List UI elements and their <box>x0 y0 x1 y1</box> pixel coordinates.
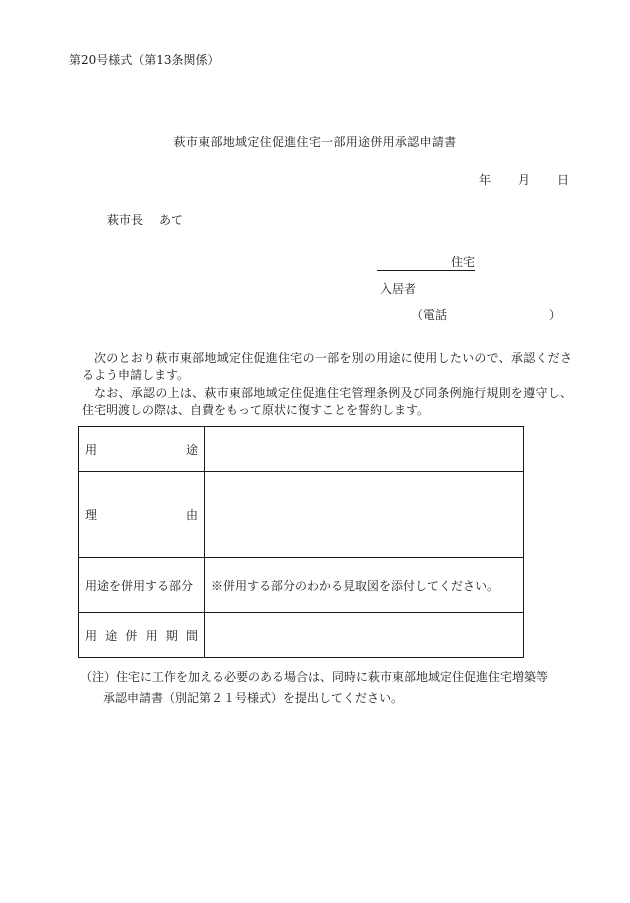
usage-label: 用 途 <box>79 427 205 472</box>
shared-area-label: 用途を併用する部分 <box>79 558 205 613</box>
usage-value-cell[interactable] <box>205 427 524 472</box>
request-paragraph: 次のとおり萩市東部地域定住促進住宅の一部を別の用途に使用したいので、承認くださるよう申請します。 <box>82 351 572 382</box>
table-row-usage <box>79 427 524 472</box>
table-row-reason <box>79 472 524 558</box>
shared-area-value-cell[interactable]: ※併用する部分のわかる見取図を添付してください。 <box>205 558 524 613</box>
application-details-table <box>78 426 524 658</box>
year-label: 年 <box>479 173 492 187</box>
reason-value-cell[interactable] <box>205 472 524 558</box>
day-label: 日 <box>557 173 570 187</box>
table-row-period <box>79 613 524 658</box>
month-label: 月 <box>518 173 531 187</box>
addressee-name: 萩市長 <box>107 213 144 227</box>
date-line <box>479 172 569 188</box>
phone-field-close: ） <box>549 308 562 322</box>
note-line-2: 承認申請書（別記第２１号様式）を提出してください。 <box>103 691 404 705</box>
period-label: 用 途 併 用 期 間 <box>79 613 205 658</box>
housing-label: 住宅 <box>450 255 475 269</box>
resident-label: 入居者 <box>380 282 417 296</box>
reason-label: 理 由 <box>79 472 205 558</box>
addressee-suffix: あて <box>159 213 184 227</box>
housing-field[interactable] <box>377 254 475 271</box>
form-number: 第20号様式（第13条関係） <box>69 53 220 67</box>
note-line-1: （注）住宅に工作を加える必要のある場合は、同時に萩市東部地域定住促進住宅増築等 <box>80 670 549 684</box>
period-value-cell[interactable] <box>205 613 524 658</box>
table-row-shared-area <box>79 558 524 613</box>
addressee <box>107 212 183 228</box>
phone-field-label: （電話 <box>411 308 448 322</box>
document-title: 萩市東部地域定住促進住宅一部用途併用承認申請書 <box>173 135 457 149</box>
pledge-paragraph: なお、承認の上は、萩市東部地域定住促進住宅管理条例及び同条例施行規則を遵守し、住宅明渡しの際は、自費をもって原状に復すことを誓約します。 <box>82 386 572 417</box>
